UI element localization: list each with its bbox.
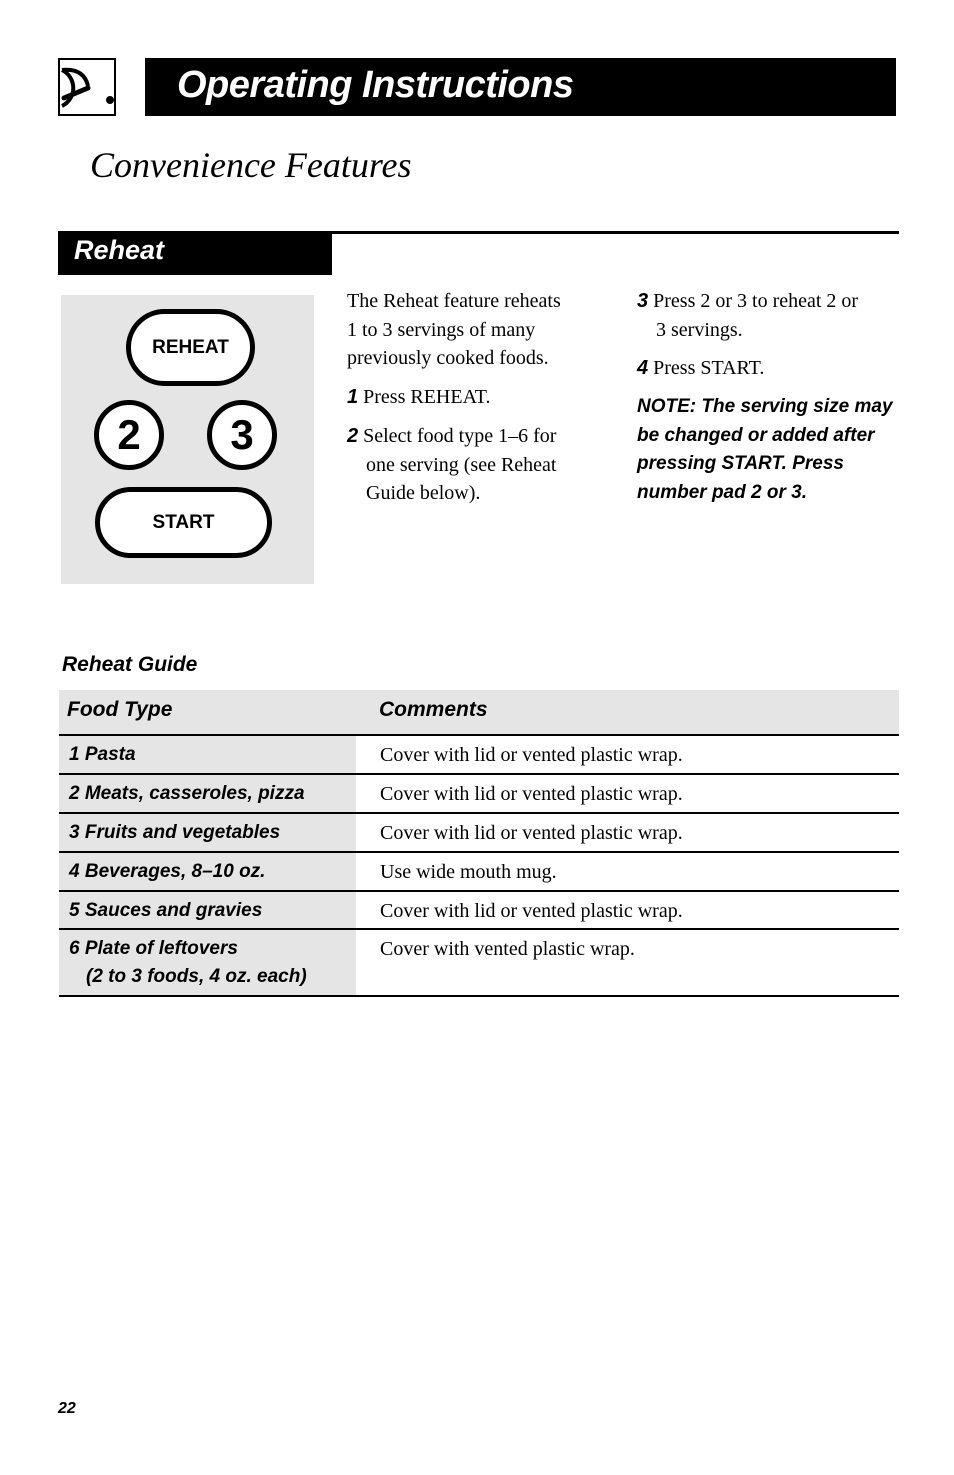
number-3-key <box>207 400 277 470</box>
table-row: 1 Pasta Cover with lid or vented plastic wrap. <box>59 736 899 775</box>
section-title: Convenience Features <box>90 145 412 185</box>
reheat-guide-table <box>59 690 899 997</box>
step-2: 2 Select food type 1–6 for one serving (see Reheat Guide below). <box>347 425 557 504</box>
page-number: 22 <box>58 1400 76 1417</box>
number-2-label: 2 <box>117 411 141 458</box>
step-3: 3 Press 2 or 3 to reheat 2 or 3 servings. <box>637 290 859 341</box>
reheat-guide-title: Reheat Guide <box>62 653 198 676</box>
food-type-header: Food Type <box>67 698 173 721</box>
serving-size-note: NOTE: The serving size may be changed or added after pressing START. Press number pad 2 or 3. <box>637 396 893 504</box>
reheat-intro: The Reheat feature reheats 1 to 3 servings of many previously cooked foods. <box>347 290 561 369</box>
table-row: 6 Plate of leftovers (2 to 3 foods, 4 oz. each) Cover with vented plastic wrap. <box>59 930 899 997</box>
start-key <box>95 487 272 558</box>
table-row: 5 Sauces and gravies Cover with lid or vented plastic wrap. <box>59 892 899 930</box>
number-3-label: 3 <box>230 411 254 458</box>
table-row: 3 Fruits and vegetables Cover with lid or vented plastic wrap. <box>59 814 899 853</box>
table-header <box>59 690 899 736</box>
table-row: 4 Beverages, 8–10 oz. Use wide mouth mug. <box>59 853 899 892</box>
number-2-key <box>94 400 164 470</box>
reheat-key-label: REHEAT <box>152 336 229 358</box>
step-4: 4 Press START. <box>637 357 765 379</box>
reheat-tab-label: Reheat <box>74 235 165 265</box>
table-row: 2 Meats, casseroles, pizza Cover with lid or vented plastic wrap. <box>59 775 899 814</box>
reheat-tab <box>58 231 332 275</box>
start-key-label: START <box>152 511 215 533</box>
safety-instruction-icon <box>58 58 116 116</box>
step-1: 1 Press REHEAT. <box>347 386 491 408</box>
header-title: Operating Instructions <box>177 64 574 106</box>
comments-header: Comments <box>379 698 488 721</box>
keypad-illustration <box>61 295 314 584</box>
reheat-key <box>126 309 255 386</box>
header-bar <box>145 58 896 116</box>
